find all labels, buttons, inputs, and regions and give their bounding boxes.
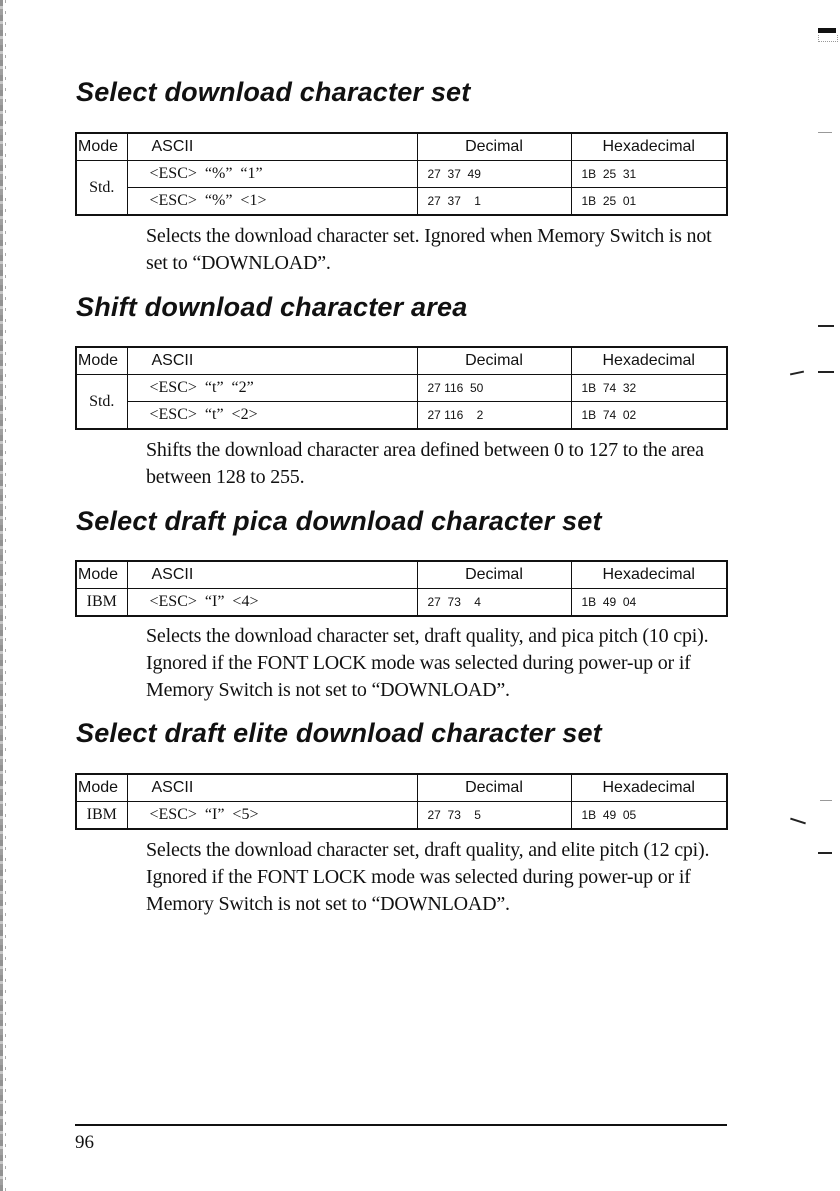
ascii-cell: <ESC> “I” <4>	[127, 589, 417, 617]
ascii-cell: <ESC> “I” <5>	[127, 802, 417, 830]
header-mode: Mode	[76, 561, 127, 589]
page-number: 96	[75, 1132, 94, 1153]
scan-left-edge-shadow	[5, 0, 6, 1191]
command-table	[75, 773, 728, 830]
header-decimal: Decimal	[417, 774, 571, 802]
hex-cell: 1B 74 32	[571, 375, 727, 402]
page-tab-icon	[818, 28, 836, 47]
table-row	[76, 161, 727, 188]
table-header-row	[76, 347, 727, 375]
decimal-cell: 27 116 50	[417, 375, 571, 402]
section-title: Select draft elite download character set	[76, 718, 602, 748]
hex-cell: 1B 25 01	[571, 188, 727, 216]
ascii-cell: <ESC> “%” <1>	[127, 188, 417, 216]
ascii-cell: <ESC> “t” <2>	[127, 402, 417, 430]
table-header-row	[76, 133, 727, 161]
header-mode: Mode	[76, 347, 127, 375]
section-title: Shift download character area	[76, 292, 468, 322]
command-table	[75, 132, 728, 216]
table-header-row	[76, 561, 727, 589]
mode-cell: Std.	[76, 161, 127, 216]
header-decimal: Decimal	[417, 561, 571, 589]
mode-cell: Std.	[76, 375, 127, 430]
mode-cell: IBM	[76, 802, 127, 830]
ascii-cell: <ESC> “%” “1”	[127, 161, 417, 188]
decimal-cell: 27 37 1	[417, 188, 571, 216]
header-decimal: Decimal	[417, 133, 571, 161]
header-mode: Mode	[76, 774, 127, 802]
scan-left-edge	[0, 0, 3, 1191]
decimal-cell: 27 116 2	[417, 402, 571, 430]
hex-cell: 1B 49 04	[571, 589, 727, 617]
section-title: Select download character set	[76, 77, 471, 107]
section-description: Selects the download character set, draft quality, and elite pitch (12 cpi). Ignored if the FONT LOCK mode was selected during power-up or if Memory Switch is not set to “DOWNLOAD”.	[146, 839, 710, 915]
header-hexadecimal: Hexadecimal	[571, 561, 727, 589]
table-header-row	[76, 774, 727, 802]
ascii-cell: <ESC> “t” “2”	[127, 375, 417, 402]
header-ascii: ASCII	[127, 347, 417, 375]
footer-rule	[75, 1124, 727, 1126]
table-row	[76, 402, 727, 430]
header-hexadecimal: Hexadecimal	[571, 774, 727, 802]
table-row	[76, 802, 727, 830]
section-description: Selects the download character set. Ignored when Memory Switch is not set to “DOWNLOAD”.	[146, 225, 712, 274]
header-mode: Mode	[76, 133, 127, 161]
table-row	[76, 188, 727, 216]
command-table	[75, 346, 728, 430]
mode-cell: IBM	[76, 589, 127, 617]
header-decimal: Decimal	[417, 347, 571, 375]
header-ascii: ASCII	[127, 133, 417, 161]
hex-cell: 1B 49 05	[571, 802, 727, 830]
table-row	[76, 375, 727, 402]
section-title: Select draft pica download character set	[76, 506, 602, 536]
header-hexadecimal: Hexadecimal	[571, 347, 727, 375]
hex-cell: 1B 25 31	[571, 161, 727, 188]
scan-right-margin-marks	[790, 0, 840, 1191]
decimal-cell: 27 37 49	[417, 161, 571, 188]
decimal-cell: 27 73 4	[417, 589, 571, 617]
table-row	[76, 589, 727, 617]
header-hexadecimal: Hexadecimal	[571, 133, 727, 161]
header-ascii: ASCII	[127, 561, 417, 589]
section-description: Selects the download character set, draft quality, and pica pitch (10 cpi). Ignored if the FONT LOCK mode was selected during power-up or if Memory Switch is not set to “DOWNLOAD”.	[146, 625, 709, 701]
section-description: Shifts the download character area defined between 0 to 127 to the area between 128 to 255.	[146, 439, 704, 488]
decimal-cell: 27 73 5	[417, 802, 571, 830]
header-ascii: ASCII	[127, 774, 417, 802]
hex-cell: 1B 74 02	[571, 402, 727, 430]
command-table	[75, 560, 728, 617]
